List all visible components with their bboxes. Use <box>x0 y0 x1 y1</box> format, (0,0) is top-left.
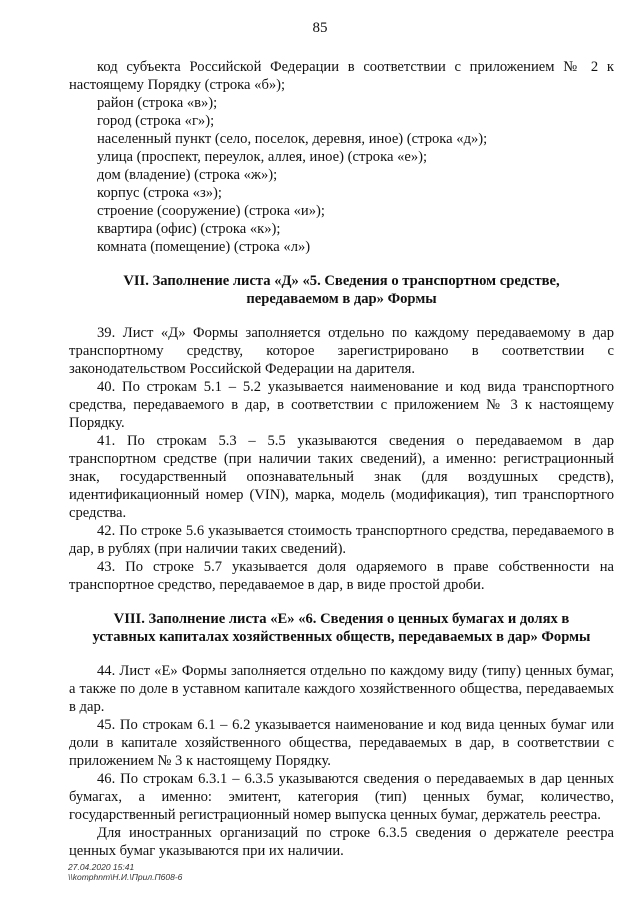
footer-timestamp: 27.04.2020 15:41 <box>68 862 135 872</box>
section-heading-line: VII. Заполнение листа «Д» «5. Сведения о транспортном средстве, <box>123 273 560 289</box>
address-item: строение (сооружение) (строка «и»); <box>97 203 325 219</box>
section-7-body <box>69 324 614 594</box>
address-item: дом (владение) (строка «ж»); <box>97 167 278 183</box>
paragraph: 40. По строкам 5.1 – 5.2 указывается наименование и код вида транспортного средства, передаваемого в дар, в соответствии с приложением № 3 к настоящему Порядку. <box>69 379 614 431</box>
footer-path: \\komphnm\Н.И.\Прил.П608-6 <box>68 872 183 882</box>
address-item: квартира (офис) (строка «к»); <box>97 221 281 237</box>
address-intro: код субъекта Российской Федерации в соответствии с приложением № 2 к настоящему Порядку (строка «б»); <box>69 59 614 93</box>
paragraph: 42. По строке 5.6 указывается стоимость транспортного средства, передаваемого в дар, в рублях (при наличии таких сведений). <box>69 523 614 557</box>
paragraph: 41. По строкам 5.3 – 5.5 указываются сведения о передаваемом в дар транспортном средстве (при наличии таких сведений), а именно: регистрационный знак, государственный опознавательный знак (для воздушных средств), идентификационный номер (VIN), марка, модель (модификация), тип транспортного средства. <box>69 433 614 521</box>
section-heading-line: VIII. Заполнение листа «Е» «6. Сведения о ценных бумагах и долях в <box>113 611 570 627</box>
page-number: 85 <box>312 20 328 36</box>
paragraph: 43. По строке 5.7 указывается доля одаряемого в праве собственности на транспортное средство, передаваемое в дар, в виде простой дроби. <box>69 559 614 593</box>
section-8-body <box>69 662 614 860</box>
document-footer <box>68 862 182 882</box>
address-item: комната (помещение) (строка «л») <box>97 239 311 255</box>
address-item: район (строка «в»); <box>97 95 218 111</box>
address-item: город (строка «г»); <box>97 113 215 129</box>
paragraph: Для иностранных организаций по строке 6.3.5 сведения о держателе реестра ценных бумаг указываются при их наличии. <box>69 825 614 859</box>
section-7-heading <box>69 272 614 308</box>
section-8-heading <box>69 610 614 646</box>
paragraph: 45. По строкам 6.1 – 6.2 указывается наименование и код вида ценных бумаг или доли в капитале хозяйственного общества, передаваемых в дар, в соответствии с приложением № 3 к настоящему Порядку. <box>69 717 614 769</box>
address-item: улица (проспект, переулок, аллея, иное) (строка «е»); <box>97 149 428 165</box>
paragraph: 44. Лист «Е» Формы заполняется отдельно по каждому виду (типу) ценных бумаг, а также по доле в уставном капитале каждого хозяйственного общества, передаваемых в дар. <box>69 663 614 715</box>
address-item: населенный пункт (село, поселок, деревня, иное) (строка «д»); <box>97 131 488 147</box>
section-heading-line: передаваемом в дар» Формы <box>246 291 437 307</box>
address-item: корпус (строка «з»); <box>97 185 222 201</box>
paragraph: 46. По строкам 6.3.1 – 6.3.5 указываются сведения о передаваемых в дар ценных бумагах, а именно: эмитент, категория (тип) ценных бумаг, количество, государственный регистрационный номер выпуска ценных бумаг, держатель реестра. <box>69 771 614 823</box>
section-heading-line: уставных капиталах хозяйственных обществ, передаваемых в дар» Формы <box>92 629 591 645</box>
page-content <box>69 58 614 860</box>
address-items <box>69 94 614 256</box>
paragraph: 39. Лист «Д» Формы заполняется отдельно по каждому передаваемому в дар транспортному средству, которое зарегистрировано в соответствии с законодательством Российской Федерации на дарителя. <box>69 325 614 377</box>
